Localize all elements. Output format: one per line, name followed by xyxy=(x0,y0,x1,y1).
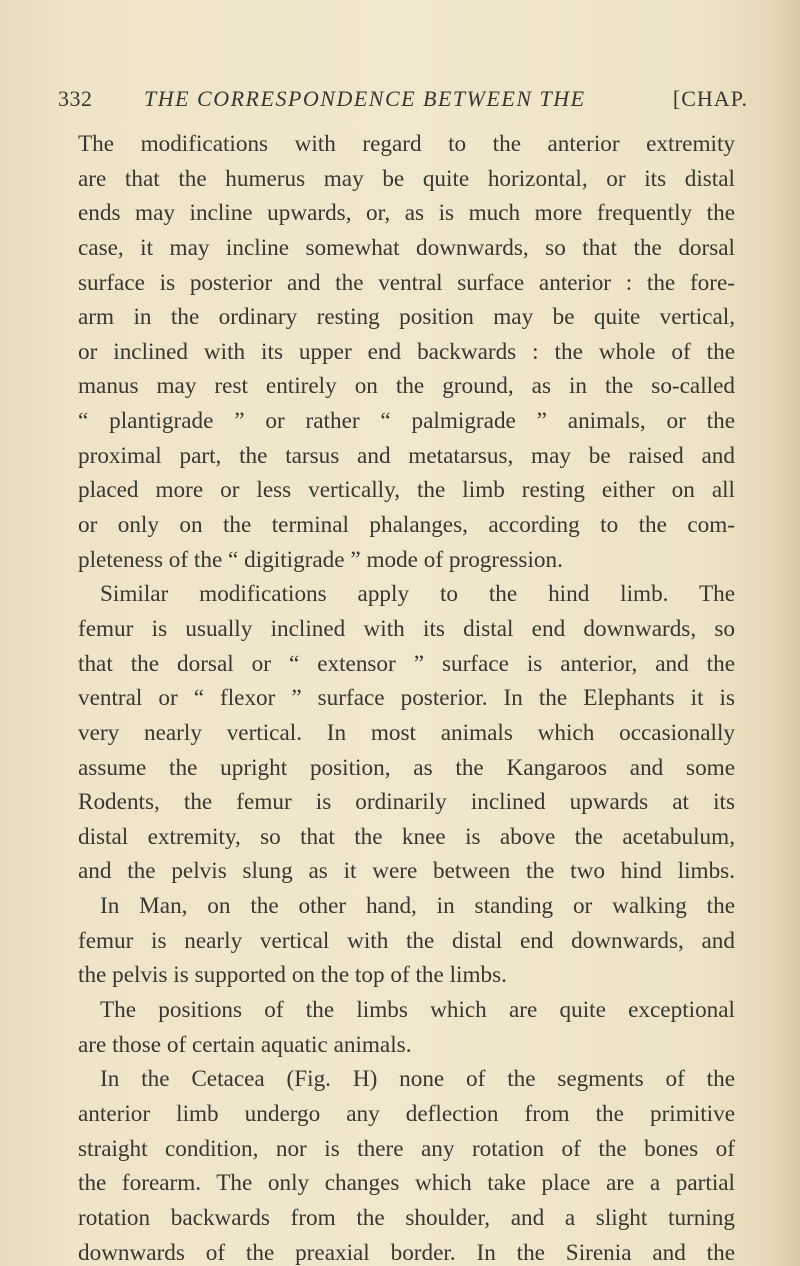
text-line: arm in the ordinary resting position may be quite vertical, xyxy=(78,304,735,331)
text-line: rotation backwards from the shoulder, and a slight turning xyxy=(78,1204,735,1231)
text-line: “ plantigrade ” or rather “ palmigrade ” animals, or the xyxy=(78,408,735,435)
text-line: Rodents, the femur is ordinarily inclined upwards at its xyxy=(78,789,735,816)
text-line: ends may incline upwards, or, as is much more frequently the xyxy=(78,200,735,227)
text-line: femur is nearly vertical with the distal end downwards, and xyxy=(78,927,735,954)
text-line: surface is posterior and the ventral surface anterior : the fore- xyxy=(78,269,735,296)
text-line: manus may rest entirely on the ground, as in the so-called xyxy=(78,373,735,400)
text-line: downwards of the preaxial border. In the Sirenia and the xyxy=(78,1239,735,1266)
text-line: assume the upright position, as the Kangaroos and some xyxy=(78,754,735,781)
text-line: very nearly vertical. In most animals which occasionally xyxy=(78,719,735,746)
page-number: 332 xyxy=(58,86,93,111)
running-title: THE CORRESPONDENCE BETWEEN THE xyxy=(144,86,586,111)
text-line: distal extremity, so that the knee is above the acetabulum, xyxy=(78,823,735,850)
text-line: are that the humerus may be quite horizontal, or its distal xyxy=(78,165,735,192)
text-line: ventral or “ flexor ” surface posterior. In the Elephants it is xyxy=(78,685,735,712)
text-line: or only on the terminal phalanges, according to the com- xyxy=(78,512,735,539)
text-line: In Man, on the other hand, in standing or walking the xyxy=(100,893,735,920)
text-line: femur is usually inclined with its distal end downwards, so xyxy=(78,615,735,642)
text-line: or inclined with its upper end backwards : the whole of the xyxy=(78,338,735,365)
text-line: are those of certain aquatic animals. xyxy=(78,1031,412,1058)
body-text xyxy=(78,127,735,1266)
text-line: and the pelvis slung as it were between the two hind limbs. xyxy=(78,858,735,885)
text-line: case, it may incline somewhat downwards, so that the dorsal xyxy=(78,234,735,261)
text-line: straight condition, nor is there any rotation of the bones of xyxy=(78,1135,735,1162)
text-line: that the dorsal or “ extensor ” surface is anterior, and the xyxy=(78,650,735,677)
text-line: anterior limb undergo any deflection from the primitive xyxy=(78,1100,735,1127)
text-line: the forearm. The only changes which take place are a partial xyxy=(78,1170,735,1197)
text-line: In the Cetacea (Fig. H) none of the segments of the xyxy=(100,1066,735,1093)
chapter-label: [CHAP. xyxy=(672,86,748,111)
text-line: pleteness of the “ digitigrade ” mode of progression. xyxy=(78,546,563,573)
text-line: placed more or less vertically, the limb resting either on all xyxy=(78,477,735,504)
text-line: The modifications with regard to the anterior extremity xyxy=(78,131,735,157)
running-head xyxy=(58,86,748,116)
text-line: proximal part, the tarsus and metatarsus, may be raised and xyxy=(78,442,735,469)
text-line: the pelvis is supported on the top of the limbs. xyxy=(78,962,507,989)
text-line: Similar modifications apply to the hind limb. The xyxy=(100,581,735,608)
text-line: The positions of the limbs which are quite exceptional xyxy=(100,997,735,1024)
